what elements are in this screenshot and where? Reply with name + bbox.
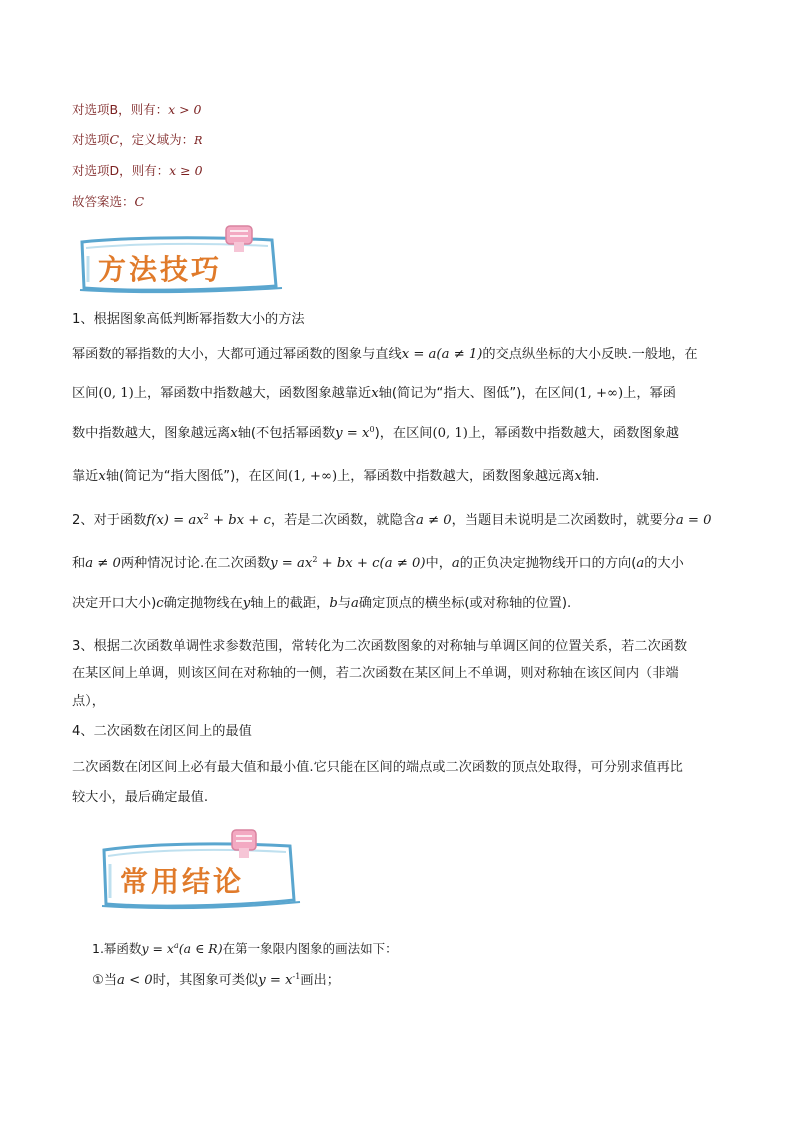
text-span: 幂函数的幂指数的大小，大都可通过幂函数的图象与直线: [72, 347, 402, 362]
answer-label: 故答案选：: [72, 194, 135, 209]
math-span: c: [156, 596, 164, 611]
conclusions-banner: [96, 826, 306, 912]
methods-banner: [76, 222, 286, 296]
text-span: 1.幂函数: [92, 941, 142, 956]
math-exponent: 2: [312, 555, 318, 564]
text-span: 决定开口大小): [72, 596, 157, 611]
math-span: (0, 1): [432, 426, 468, 441]
methods-banner-title: 方法技巧: [98, 253, 223, 286]
math-span: a < 0: [117, 973, 153, 988]
text-span: 上，幂函数中指数越大，函数图象越靠近: [133, 386, 372, 401]
text-span: 两种情况讨论.在二次函数: [120, 556, 271, 571]
solution-option-b: [72, 101, 202, 119]
math-span: a: [351, 596, 359, 611]
math-span: y = x: [141, 941, 174, 956]
text-span: 画出；: [300, 973, 340, 988]
method-1-line-1: [72, 345, 698, 365]
solution-b-text: 对选项B，则有：: [72, 102, 169, 117]
math-span: x: [230, 426, 238, 441]
math-span: a: [636, 556, 645, 571]
solution-option-c: [72, 131, 202, 150]
text-span: ，当题目未说明是二次函数时，就要分: [451, 513, 676, 528]
text-span: 上，幂函数中指数越大，函数图象越: [467, 426, 679, 441]
text-span: 区间: [72, 386, 99, 401]
method-2-line-1: [72, 511, 712, 531]
text-span: 靠近: [72, 469, 99, 484]
method-3-line-1: 3、根据二次函数单调性求参数范围，常转化为二次函数图象的对称轴与单调区间的位置关系，若二次函数: [72, 639, 688, 654]
text-span: 的正负决定抛物线开口的方向(: [459, 556, 637, 571]
text-span: 确定顶点的横坐标(或对称轴的位置).: [358, 596, 572, 611]
math-span: x: [574, 469, 582, 484]
math-span: y = x: [258, 973, 293, 988]
math-span: a ≠ 0: [415, 513, 452, 528]
method-1-line-4: [72, 467, 599, 487]
math-span: a: [451, 556, 460, 571]
text-span: 轴上的截距，: [250, 596, 330, 611]
method-2-line-2: [72, 554, 684, 574]
math-span: b: [329, 596, 338, 611]
text-span: 时，其图象可类似: [152, 973, 259, 988]
solution-c-expr: R: [194, 134, 203, 147]
text-span: 中，: [425, 556, 452, 571]
solution-b-expr: x > 0: [168, 102, 202, 117]
math-span: y = x: [335, 426, 370, 441]
math-span: + bx + c(a ≠ 0): [317, 556, 426, 571]
math-exponent: 2: [203, 512, 209, 521]
math-exponent: 0: [369, 425, 375, 434]
text-span: 在第一象限内图象的画法如下：: [222, 941, 398, 956]
method-1-line-2: [72, 384, 676, 404]
method-4-line-2: 较大小，最后确定最值.: [72, 790, 209, 805]
conclusion-2-line: [92, 972, 340, 990]
text-span: )，在区间: [374, 426, 433, 441]
solution-d-text: 对选项D，则有：: [72, 163, 170, 178]
answer-value: C: [134, 194, 145, 209]
method-3-line-3: 点），: [72, 694, 105, 709]
solution-c-suffix: ，定义域为：: [119, 132, 195, 147]
method-2-line-3: [72, 594, 571, 614]
math-span: x: [371, 386, 379, 401]
text-span: 确定抛物线在: [163, 596, 243, 611]
method-1-line-3: [72, 424, 679, 444]
text-span: 与: [337, 596, 352, 611]
math-span: a ≠ 0: [85, 556, 121, 571]
math-span: (a ∈ R): [178, 941, 223, 956]
text-span: 上，幂函数中指数越大，函数图象越远离: [337, 469, 575, 484]
math-span: a = 0: [675, 513, 712, 528]
solution-d-expr: x ≥ 0: [169, 163, 203, 178]
text-span: ，若是二次函数，就隐含: [270, 513, 416, 528]
text-span: 和: [72, 556, 86, 571]
math-span: y: [242, 596, 251, 611]
text-span: 轴(简记为“指大图低”)，在区间: [105, 469, 289, 484]
math-exponent: a: [173, 941, 179, 950]
solution-c-letter: C: [109, 132, 120, 147]
solution-c-text: 对选项: [72, 132, 110, 147]
math-exponent: -1: [292, 972, 301, 981]
math-span: x = a(a ≠ 1): [401, 347, 483, 362]
math-span: x: [98, 469, 106, 484]
text-span: 的大小: [644, 556, 684, 571]
text-span: 轴(简记为“指大、图低”)，在区间: [378, 386, 575, 401]
math-span: (0, 1): [98, 386, 134, 401]
method-1-heading: 1、根据图象高低判断幂指数大小的方法: [72, 312, 305, 327]
text-span: 轴(不包括幂函数: [237, 426, 336, 441]
text-span: 的交点纵坐标的大小反映.一般地，在: [482, 347, 698, 362]
math-span: y = ax: [270, 556, 313, 571]
math-span: + bx + c: [208, 513, 271, 528]
math-span: (1, +∞): [574, 386, 624, 401]
method-4-heading: 4、二次函数在闭区间上的最值: [72, 724, 252, 739]
conclusion-1-line: [92, 940, 398, 958]
text-span: 轴.: [581, 469, 600, 484]
text-span: ①当: [92, 973, 118, 988]
text-span: 数中指数越大，图象越远离: [72, 426, 231, 441]
solution-answer: [72, 193, 144, 211]
text-span: 2、对于函数: [72, 513, 147, 528]
solution-option-d: [72, 162, 203, 180]
math-span: (1, +∞): [288, 469, 338, 484]
text-span: 上，幂函: [623, 386, 676, 401]
conclusions-banner-title: 常用结论: [120, 865, 245, 898]
math-span: f(x) = ax: [146, 513, 204, 528]
method-4-line-1: 二次函数在闭区间上必有最大值和最小值.它只能在区间的端点或二次函数的顶点处取得，可分别求值再比: [72, 760, 683, 775]
method-3-line-2: 在某区间上单调，则该区间在对称轴的一侧，若二次函数在某区间上不单调，则对称轴在该区间内（非端: [72, 666, 679, 681]
